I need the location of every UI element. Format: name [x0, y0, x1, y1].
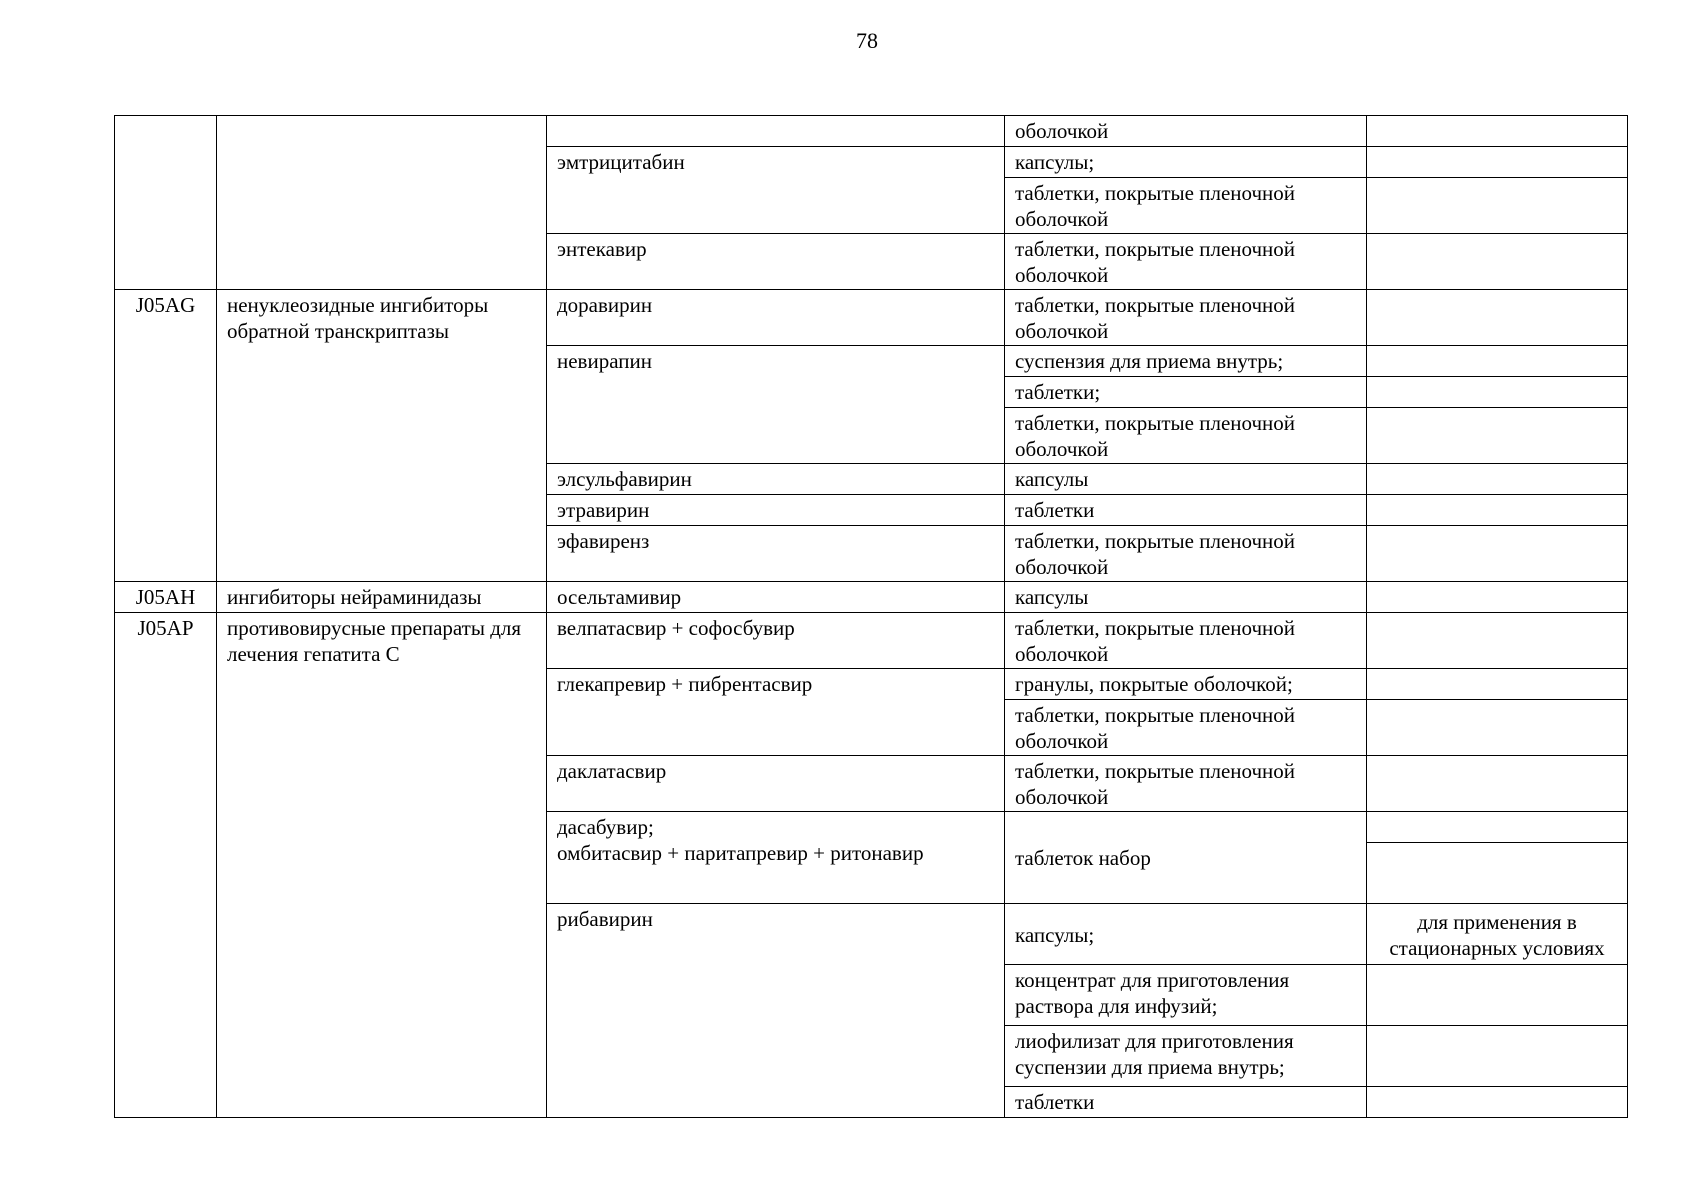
dosage-form-cell: таблетки, покрытые пленочной оболочкой: [1005, 613, 1367, 669]
dosage-form-cell: таблеток набор: [1005, 812, 1367, 904]
atc-code-cell: J05AP: [115, 613, 217, 1118]
drug-name-cell: [547, 812, 1005, 904]
drug-name-cell: осельтамивир: [547, 582, 1005, 613]
dosage-form-cell: капсулы;: [1005, 147, 1367, 178]
note-cell: [1367, 756, 1628, 812]
atc-code-cell: [115, 116, 217, 290]
dosage-form-cell: таблетки: [1005, 1087, 1367, 1118]
dosage-form-cell: таблетки, покрытые пленочной оболочкой: [1005, 408, 1367, 464]
atc-code-cell: J05AH: [115, 582, 217, 613]
note-cell: [1367, 408, 1628, 464]
note-cell: [1367, 812, 1628, 843]
note-cell: [1367, 346, 1628, 377]
dosage-form-cell: суспензия для приема внутрь;: [1005, 346, 1367, 377]
note-cell: [1367, 147, 1628, 178]
note-cell: для применения в стационарных условиях: [1367, 904, 1628, 965]
drug-list-table: [114, 115, 1628, 1118]
note-cell: [1367, 116, 1628, 147]
dosage-form-cell: капсулы;: [1005, 904, 1367, 965]
dosage-form-cell: капсулы: [1005, 464, 1367, 495]
note-cell: [1367, 1087, 1628, 1118]
dosage-form-cell: концентрат для приготовления раствора для инфузий;: [1005, 965, 1367, 1026]
note-cell: [1367, 377, 1628, 408]
drug-name-cell: [547, 116, 1005, 147]
dosage-form-cell: таблетки, покрытые пленочной оболочкой: [1005, 700, 1367, 756]
drug-name-cell: энтекавир: [547, 234, 1005, 290]
atc-code-cell: J05AG: [115, 290, 217, 582]
dosage-form-cell: гранулы, покрытые оболочкой;: [1005, 669, 1367, 700]
drug-name-cell: даклатасвир: [547, 756, 1005, 812]
dosage-form-cell: лиофилизат для приготовления суспензии для приема внутрь;: [1005, 1026, 1367, 1087]
drug-name-cell: доравирин: [547, 290, 1005, 346]
note-cell: [1367, 464, 1628, 495]
group-name-cell: ингибиторы нейраминидазы: [217, 582, 547, 613]
dosage-form-cell: оболочкой: [1005, 116, 1367, 147]
drug-name-cell: невирапин: [547, 346, 1005, 464]
note-cell: [1367, 700, 1628, 756]
dosage-form-cell: таблетки, покрытые пленочной оболочкой: [1005, 234, 1367, 290]
dosage-form-cell: таблетки: [1005, 495, 1367, 526]
drug-name-cell: эмтрицитабин: [547, 147, 1005, 234]
note-cell: [1367, 178, 1628, 234]
drug-name-cell: велпатасвир + софосбувир: [547, 613, 1005, 669]
note-cell: [1367, 613, 1628, 669]
table-row: [115, 613, 1628, 669]
dosage-form-cell: таблетки;: [1005, 377, 1367, 408]
dosage-form-cell: таблетки, покрытые пленочной оболочкой: [1005, 756, 1367, 812]
table-row: [115, 582, 1628, 613]
group-name-cell: ненуклеозидные ингибиторы обратной транскриптазы: [217, 290, 547, 582]
drug-name-line: дасабувир;: [557, 815, 654, 839]
table-row: [115, 290, 1628, 346]
drug-name-line: омбитасвир + паритапревир + ритонавир: [557, 841, 924, 865]
page-number: 78: [856, 28, 878, 53]
note-cell: [1367, 495, 1628, 526]
dosage-form-cell: капсулы: [1005, 582, 1367, 613]
drug-name-cell: этравирин: [547, 495, 1005, 526]
drug-name-cell: рибавирин: [547, 904, 1005, 1118]
note-cell: [1367, 669, 1628, 700]
drug-name-cell: эфавиренз: [547, 526, 1005, 582]
drug-name-cell: глекапревир + пибрентасвир: [547, 669, 1005, 756]
note-cell: [1367, 1026, 1628, 1087]
group-name-cell: противовирусные препараты для лечения гепатита С: [217, 613, 547, 1118]
note-cell: [1367, 290, 1628, 346]
dosage-form-cell: таблетки, покрытые пленочной оболочкой: [1005, 290, 1367, 346]
note-cell: [1367, 843, 1628, 904]
dosage-form-cell: таблетки, покрытые пленочной оболочкой: [1005, 526, 1367, 582]
group-name-cell: [217, 116, 547, 290]
note-cell: [1367, 582, 1628, 613]
note-cell: [1367, 526, 1628, 582]
drug-name-cell: элсульфавирин: [547, 464, 1005, 495]
note-cell: [1367, 234, 1628, 290]
dosage-form-cell: таблетки, покрытые пленочной оболочкой: [1005, 178, 1367, 234]
note-cell: [1367, 965, 1628, 1026]
table-row: [115, 116, 1628, 147]
